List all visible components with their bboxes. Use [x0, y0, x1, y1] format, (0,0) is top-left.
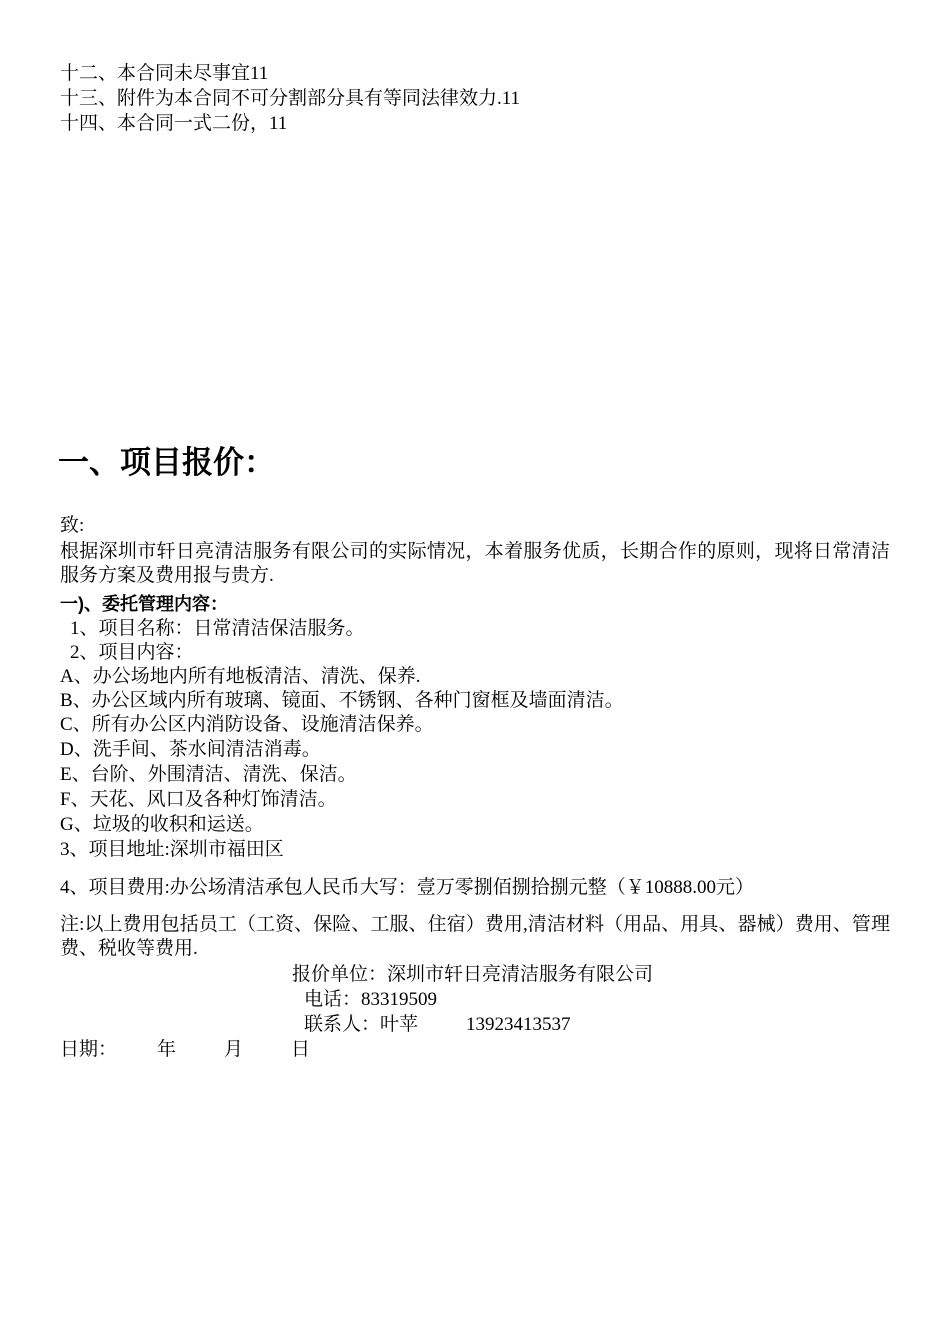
date-label: 日期：	[60, 1039, 118, 1060]
toc-item: 十三、附件为本合同不可分割部分具有等同法律效力.11	[60, 88, 521, 109]
content-item: B、办公区域内所有玻璃、镜面、不锈钢、各种门窗框及墙面清洁。	[60, 690, 624, 711]
subheading: 一)、委托管理内容：	[60, 594, 228, 614]
item-project-content: 2、项目内容：	[70, 642, 194, 663]
contact-mobile: 13923413537	[466, 1014, 571, 1035]
contact-person	[304, 1013, 571, 1037]
date-day: 日	[291, 1039, 311, 1060]
item-project-name: 1、项目名称：日常清洁保洁服务。	[70, 618, 365, 639]
section-heading: 一、项目报价：	[58, 445, 275, 480]
content-item: C、所有办公区内消防设备、设施清洁保养。	[60, 714, 434, 735]
contact-person-name: 联系人：叶苹	[304, 1014, 419, 1035]
toc-item: 十二、本合同未尽事宜11	[60, 63, 269, 84]
content-item: A、办公场地内所有地板清洁、清洗、保养.	[60, 666, 421, 687]
date-year: 年	[157, 1039, 177, 1060]
salutation: 致:	[60, 515, 85, 536]
date-line	[60, 1038, 310, 1062]
quote-company: 报价单位：深圳市轩日亮清洁服务有限公司	[292, 964, 654, 985]
content-item: G、垃圾的收积和运送。	[60, 814, 264, 835]
note-paragraph: 注:以上费用包括员工（工资、保险、工服、住宿）费用,清洁材料（用品、用具、器械）费用、管理费、税收等费用.	[60, 914, 890, 959]
date-month: 月	[224, 1039, 244, 1060]
intro-paragraph: 根据深圳市轩日亮清洁服务有限公司的实际情况，本着服务优质，长期合作的原则，现将日常清洁服务方案及费用报与贵方.	[60, 541, 890, 586]
toc-item: 十四、本合同一式二份，11	[60, 113, 288, 134]
item-project-fee: 4、项目费用:办公场清洁承包人民币大写：壹万零捌佰捌拾捌元整（￥10888.00元）	[60, 877, 755, 898]
content-item: D、洗手间、茶水间清洁消毒。	[60, 739, 321, 760]
content-item: F、天花、风口及各种灯饰清洁。	[60, 789, 337, 810]
contact-phone: 电话：83319509	[304, 989, 438, 1010]
item-project-address: 3、项目地址:深圳市福田区	[60, 839, 284, 860]
content-item: E、台阶、外围清洁、清洗、保洁。	[60, 764, 357, 785]
